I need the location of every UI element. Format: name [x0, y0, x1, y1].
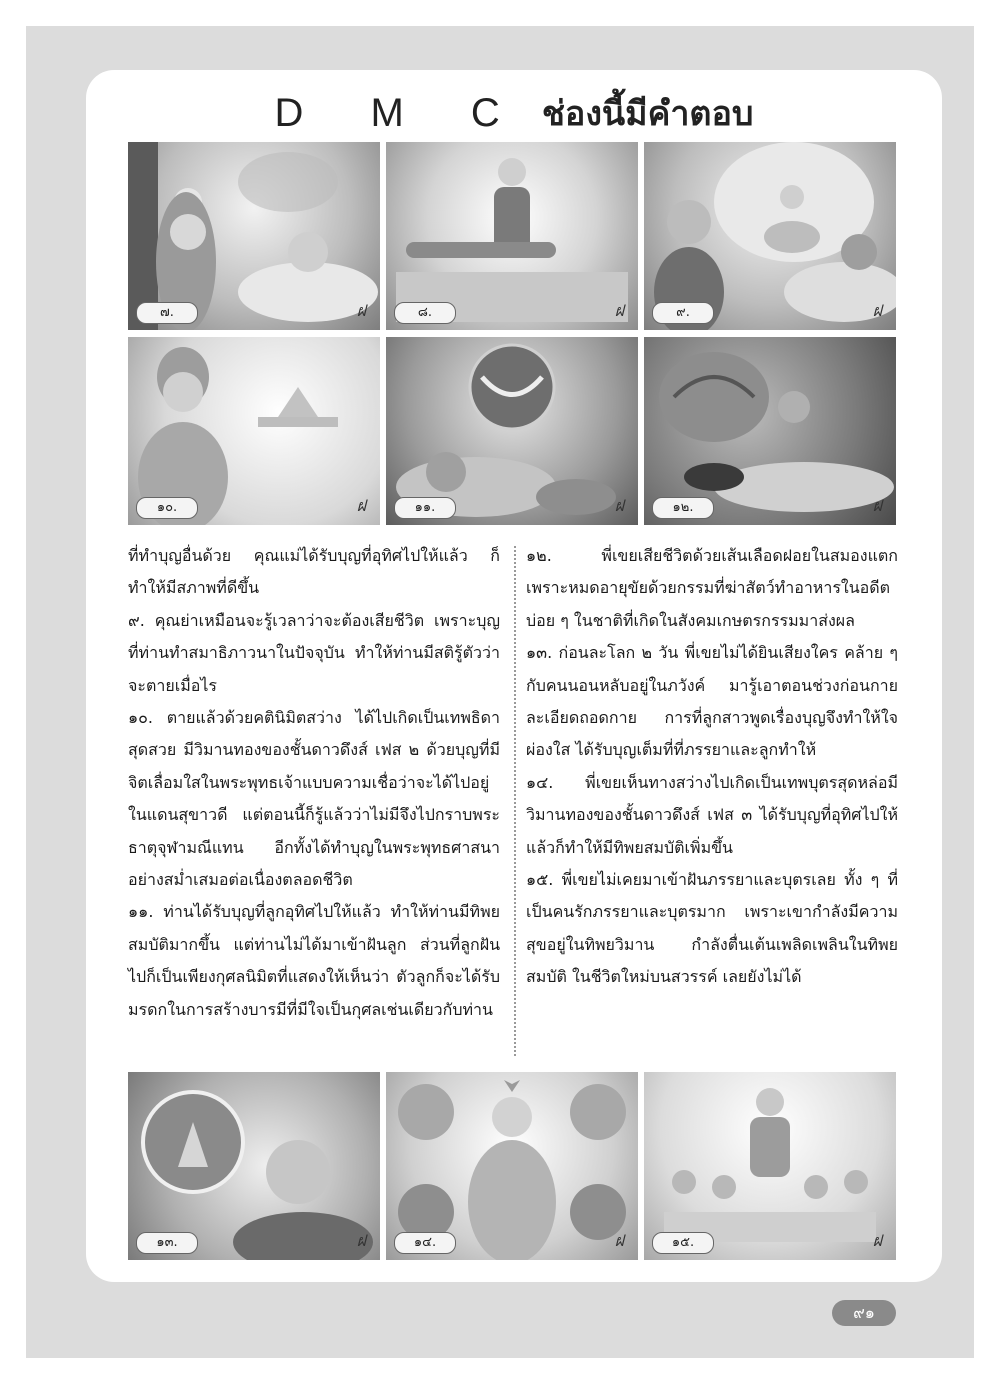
- panel-number-7: ๗.: [136, 302, 198, 324]
- column-divider: [514, 546, 516, 1056]
- illustration-panel-9: [644, 142, 896, 330]
- artist-signature: ฝ: [614, 301, 624, 320]
- panel-number-8: ๘.: [394, 302, 456, 324]
- illustration-panel-7: [128, 142, 380, 330]
- panel-number-12: ๑๒.: [652, 497, 714, 519]
- title-latin: D M C: [274, 90, 528, 135]
- artist-signature: ฝ: [872, 301, 882, 320]
- paragraph: ๑๐. ตายแล้วด้วยคตินิมิตสว่าง ได้ไปเกิดเป็นเทพธิดาสุดสวย มีวิมานทองของชั้นดาวดึงส์ เฟส ๒ ด้วยบุญที่มีจิตเลื่อมใสในพระพุทธเจ้าแบบความเชื่อว่าจะได้ไปอยู่ในแดนสุขาวดี แต่ตอนนี้ก็รู้แล้วว่าไม่มีจึงไปกราบพระธาตุจุฬามณีแทน อีกทั้งได้ทำบุญในพระพุทธศาสนาอย่างสม่ำเสมอต่อเนื่องตลอดชีวิต: [128, 708, 500, 890]
- artist-signature: ฝ: [614, 1231, 624, 1250]
- panel-number-9: ๙.: [652, 302, 714, 324]
- paragraph: ที่ทำบุญอื่นด้วย คุณแม่ได้รับบุญที่อุทิศไปให้แล้ว ก็ทำให้มีสภาพที่ดีขึ้น: [128, 546, 500, 598]
- illustration-panel-13: [128, 1072, 380, 1260]
- paragraph: ๑๕. พี่เขยไม่เคยมาเข้าฝันภรรยาและบุตรเลย ทั้ง ๆ ที่เป็นคนรักภรรยาและบุตรมาก เพราะเขากำลังมีความสุขอยู่ในทิพยวิมาน กำลังตื่นเต้นเพลิดเพลินในทิพยสมบัติ ในชีวิตใหม่บนสวรรค์ เลยยังไม่ได้: [526, 870, 898, 987]
- title-thai: ช่องนี้มีคำตอบ: [541, 94, 754, 134]
- illustration-panel-10: [128, 337, 380, 525]
- illustration-panel-11: [386, 337, 638, 525]
- panel-number-11: ๑๑.: [394, 497, 456, 519]
- artist-signature: ฝ: [872, 496, 882, 515]
- right-text-column: [526, 540, 898, 994]
- panel-number-13: ๑๓.: [136, 1232, 198, 1254]
- page-number: ๙๑: [832, 1300, 896, 1326]
- left-text-column: [128, 540, 500, 1026]
- paragraph: ๙. คุณย่าเหมือนจะรู้เวลาว่าจะต้องเสียชีวิต เพราะบุญที่ท่านทำสมาธิภาวนาในปัจจุบัน ทำให้ท่านมีสติรู้ตัวว่าจะตายเมื่อไร: [128, 610, 500, 695]
- illustration-panel-12: [644, 337, 896, 525]
- page-title: [86, 86, 942, 140]
- panel-number-10: ๑๐.: [136, 497, 198, 519]
- artist-signature: ฝ: [614, 496, 624, 515]
- illustration-panel-8: [386, 142, 638, 330]
- artist-signature: ฝ: [356, 1231, 366, 1250]
- illustration-panel-14: [386, 1072, 638, 1260]
- panel-number-15: ๑๕.: [652, 1232, 714, 1254]
- paragraph: ๑๔. พี่เขยเห็นทางสว่างไปเกิดเป็นเทพบุตรสุดหล่อมีวิมานทองของชั้นดาวดึงส์ เฟส ๓ ได้รับบุญที่อุทิศไปให้แล้วก็ทำให้มีทิพยสมบัติเพิ่มขึ้น: [526, 772, 898, 857]
- panel-number-14: ๑๔.: [394, 1232, 456, 1254]
- illustration-panel-15: [644, 1072, 896, 1260]
- paragraph: ๑๑. ท่านได้รับบุญที่ลูกอุทิศไปให้แล้ว ทำให้ท่านมีทิพยสมบัติมากขึ้น แต่ท่านไม่ได้มาเข้าฝันลูก ส่วนที่ลูกฝันไปก็เป็นเพียงกุศลนิมิตที่แสดงให้เห็นว่า ตัวลูกก็จะได้รับมรดกในการสร้างบารมีที่มีใจเป็นกุศลเช่นเดียวกับท่าน: [128, 902, 500, 1019]
- artist-signature: ฝ: [872, 1231, 882, 1250]
- paragraph: ๑๒. พี่เขยเสียชีวิตด้วยเส้นเลือดฝอยในสมองแตก เพราะหมดอายุขัยด้วยกรรมที่ฆ่าสัตว์ทำอาหารในอดีตบ่อย ๆ ในชาติที่เกิดในสังคมเกษตรกรรมมาส่งผล: [526, 546, 898, 630]
- paragraph: ๑๓. ก่อนละโลก ๒ วัน พี่เขยไม่ได้ยินเสียงใคร คล้าย ๆ กับคนนอนหลับอยู่ในภวังค์ มารู้เอาตอนช่วงก่อนกายละเอียดถอดกาย การที่ลูกสาวพูดเรื่องบุญจึงทำให้ใจผ่องใส ได้รับบุญเต็มที่ที่ภรรยาและลูกทำให้: [526, 643, 898, 760]
- artist-signature: ฝ: [356, 301, 366, 320]
- artist-signature: ฝ: [356, 496, 366, 515]
